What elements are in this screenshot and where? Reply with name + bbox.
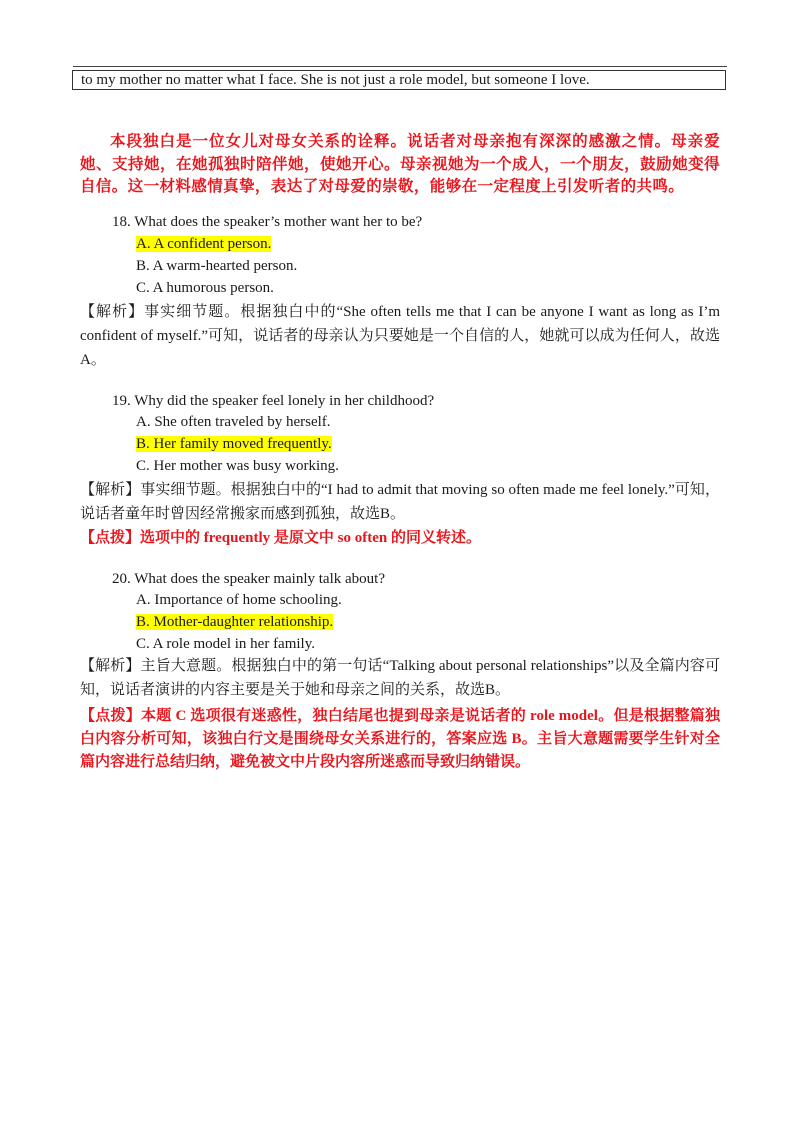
passage-summary: 本段独白是一位女儿对母女关系的诠释。说话者对母亲抱有深深的感激之情。母亲爱她、支持她，在她孤独时陪伴她，使她开心。母亲视她为一个成人，一个朋友，鼓励她变得自信。这一材料感情真挚，表达了对母爱的崇敬，能够在一定程度上引发听者的共鸣。: [80, 133, 720, 195]
q19-analysis: 【解析】事实细节题。根据独白中的“I had to admit that moving so often made me feel lonely.”可知，说话者童年时曾因经常搬家而感到孤独，故选B。: [80, 482, 720, 522]
q19-option-c: C. Her mother was busy working.: [136, 458, 339, 474]
question-20: 20. What does the speaker mainly talk about?: [112, 571, 385, 587]
question-19: 19. Why did the speaker feel lonely in her childhood?: [112, 393, 435, 409]
q18-answer-highlight: A. A confident person.: [136, 236, 272, 252]
q19-option-a: A. She often traveled by herself.: [136, 414, 331, 430]
q19-answer-highlight: B. Her family moved frequently.: [136, 436, 332, 452]
q18-analysis: 【解析】事实细节题。根据独白中的“She often tells me that I can be anyone I want as long as I’m confident of myself.”可知，说话者的母亲认为只要她是一个自信的人，她就可以成为任何人，故选A。: [80, 304, 720, 368]
q20-option-c: C. A role model in her family.: [136, 636, 315, 652]
q18-option-b: B. A warm-hearted person.: [136, 258, 298, 274]
q18-option-c: C. A humorous person.: [136, 280, 274, 296]
q18-option-a: [136, 236, 271, 253]
passage-continuation-line: to my mother no matter what I face. She is not just a role model, but someone I love.: [72, 70, 726, 90]
q19-tip: 【点拨】选项中的 frequently 是原文中 so often 的同义转述。: [80, 530, 481, 546]
q20-option-b: [136, 614, 333, 631]
question-18: 18. What does the speaker’s mother want her to be?: [112, 214, 423, 230]
q20-tip: 【点拨】本题 C 选项很有迷惑性，独白结尾也提到母亲是说话者的 role model。但是根据整篇独白内容分析可知，该独白行文是围绕母女关系进行的，答案应选 B。主旨大意题需要学生针对全篇内容进行总结归纳，避免被文中片段内容所迷惑而导致归纳错误。: [80, 708, 720, 770]
q20-answer-highlight: B. Mother-daughter relationship.: [136, 614, 334, 630]
q19-option-b: [136, 436, 332, 453]
top-rule: [73, 66, 727, 67]
q20-option-a: A. Importance of home schooling.: [136, 592, 342, 608]
q20-analysis: 【解析】主旨大意题。根据独白中的第一句话“Talking about personal relationships”以及全篇内容可知，说话者演讲的内容主要是关于她和母亲之间的关系，故选B。: [80, 658, 720, 698]
